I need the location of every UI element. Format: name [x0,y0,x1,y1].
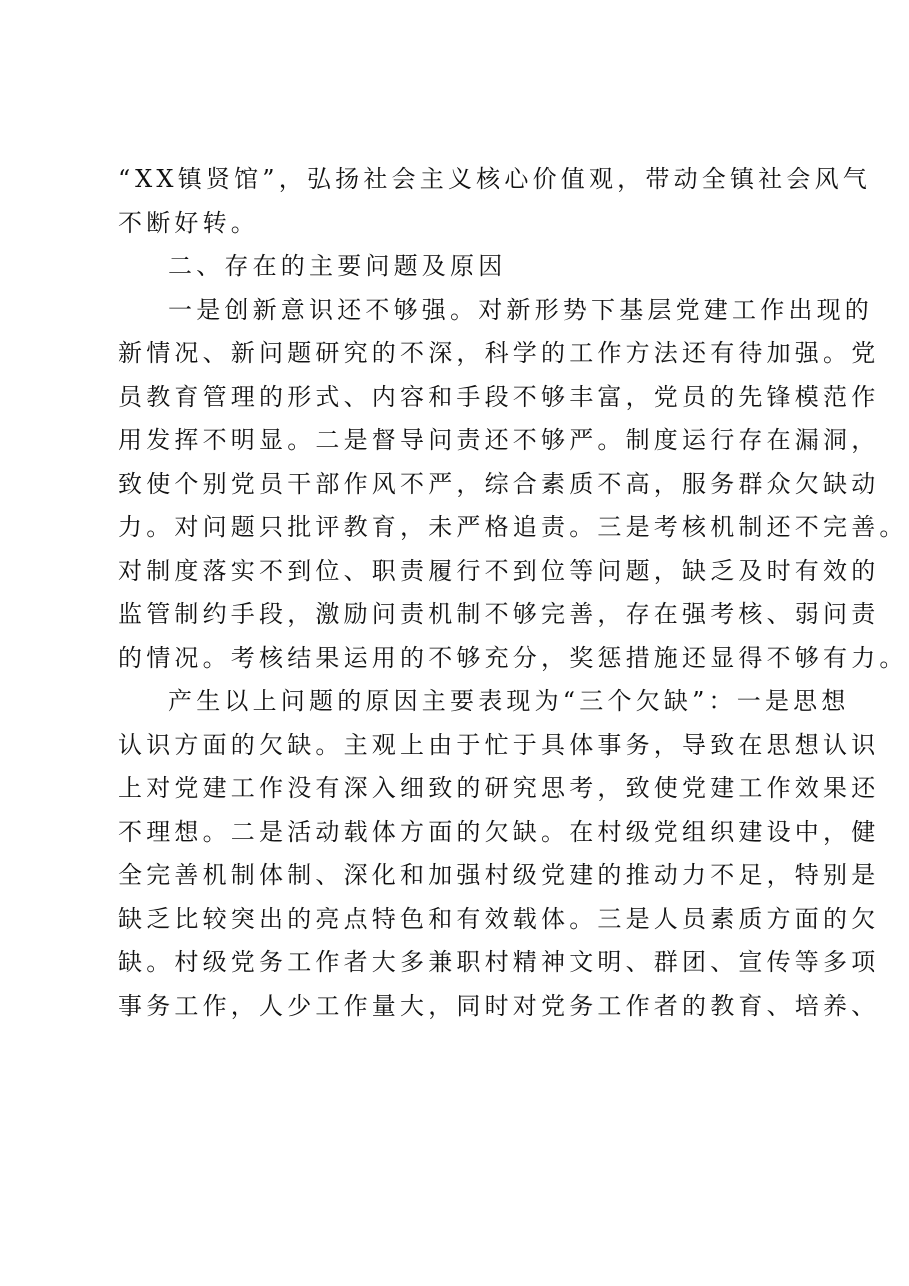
text-line: 员教育管理的形式、内容和手段不够丰富，党员的先锋模范作 [118,382,880,411]
text-line: 对制度落实不到位、职责履行不到位等问题，缺乏及时有效的 [118,556,880,585]
text-line: 新情况、新问题研究的不深，科学的工作方法还有待加强。党 [118,339,880,367]
text-line: 缺乏比较突出的亮点特色和有效载体。三是人员素质方面的欠 [118,904,880,933]
text-line: 认识方面的欠缺。主观上由于忙于具体事务，导致在思想认识 [118,730,880,759]
text-line: 产生以上问题的原因主要表现为“三个欠缺”：一是思想 [168,687,850,715]
text-line: 不断好转。 [118,208,259,237]
text-line: 全完善机制体制、深化和加强村级党建的推动力不足，特别是 [118,861,880,889]
text-line: 一是创新意识还不够强。对新形势下基层党建工作出现的 [168,295,873,324]
text-line: 致使个别党员干部作风不严，综合素质不高，服务群众欠缺动 [118,469,880,498]
text-line: 事务工作，人少工作量大，同时对党务工作者的教育、培养、 [118,991,880,1020]
document-body [118,158,908,1028]
text-line: 不理想。二是活动载体方面的欠缺。在村级党组织建设中，健 [118,817,880,846]
section-heading: 二、存在的主要问题及原因 [168,252,507,280]
text-line: 的情况。考核结果运用的不够充分，奖惩措施还显得不够有力。 [118,643,908,672]
text-line: 缺。村级党务工作者大多兼职村精神文明、群团、宣传等多项 [118,948,880,976]
text-line: “XX镇贤馆”，弘扬社会主义核心价值观，带动全镇社会风气 [118,165,871,193]
text-line: 上对党建工作没有深入细致的研究思考，致使党建工作效果还 [118,774,880,802]
text-line: 力。对问题只批评教育，未严格追责。三是考核机制还不完善。 [118,513,908,541]
text-line: 用发挥不明显。二是督导问责还不够严。制度运行存在漏洞， [118,426,880,454]
text-line: 监管制约手段，激励问责机制不够完善，存在强考核、弱问责 [118,600,880,628]
